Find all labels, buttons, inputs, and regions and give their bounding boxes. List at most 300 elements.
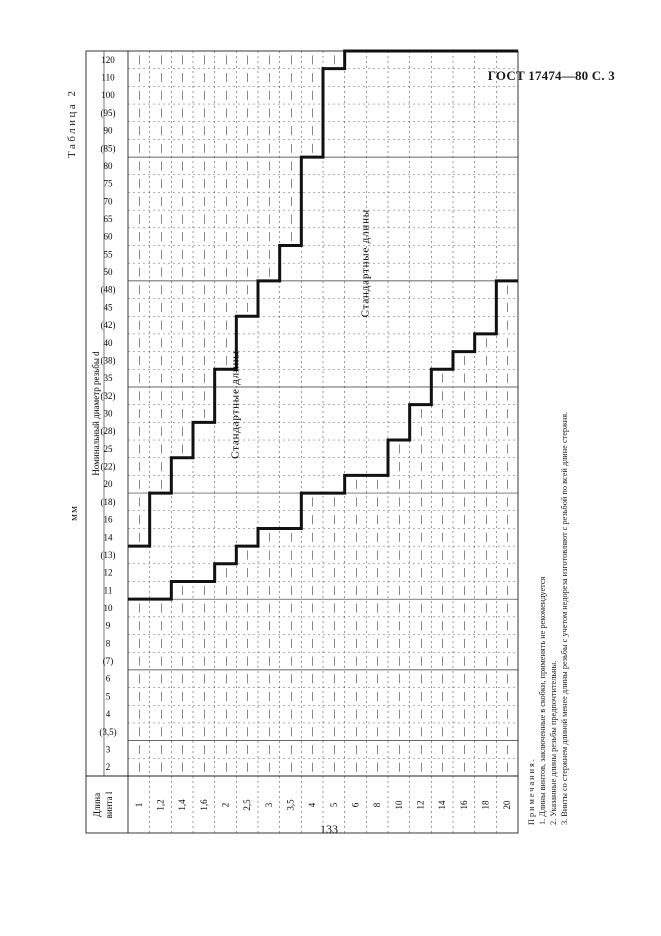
empty-cell-dash: — xyxy=(307,709,318,719)
empty-cell-dash: — xyxy=(242,621,253,631)
empty-cell-dash: — xyxy=(263,621,274,631)
empty-cell-dash: — xyxy=(437,568,448,578)
diameter-label: 18 xyxy=(480,800,491,810)
empty-cell-dash: — xyxy=(372,638,383,648)
empty-cell-dash: — xyxy=(155,444,166,454)
page-number: 133 xyxy=(320,822,338,836)
empty-cell-dash: — xyxy=(177,638,188,648)
length-label: 4 xyxy=(105,709,111,720)
diameter-label: 2,5 xyxy=(242,799,253,811)
empty-cell-dash: — xyxy=(480,462,491,472)
length-label: (18) xyxy=(100,496,116,507)
empty-cell-dash: — xyxy=(133,196,144,206)
empty-cell-dash: — xyxy=(372,550,383,560)
empty-cell-dash: — xyxy=(307,90,318,100)
empty-cell-dash: — xyxy=(220,727,231,737)
empty-cell-dash: — xyxy=(307,691,318,701)
length-label: 9 xyxy=(105,620,111,631)
empty-cell-dash: — xyxy=(393,674,404,684)
length-label: 5 xyxy=(105,691,111,702)
empty-cell-dash: — xyxy=(350,497,361,507)
empty-cell-dash: — xyxy=(133,691,144,701)
empty-cell-dash: — xyxy=(437,585,448,595)
diameter-label: 3 xyxy=(263,802,274,808)
empty-cell-dash: — xyxy=(220,691,231,701)
empty-cell-dash: — xyxy=(220,656,231,666)
length-label: 120 xyxy=(101,54,115,65)
empty-cell-dash: — xyxy=(220,762,231,772)
empty-cell-dash: — xyxy=(393,585,404,595)
empty-cell-dash: — xyxy=(177,391,188,401)
empty-cell-dash: — xyxy=(155,196,166,206)
empty-cell-dash: — xyxy=(502,691,513,701)
empty-cell-dash: — xyxy=(285,674,296,684)
empty-cell-dash: — xyxy=(393,744,404,754)
empty-cell-dash: — xyxy=(480,355,491,365)
empty-cell-dash: — xyxy=(458,638,469,648)
empty-cell-dash: — xyxy=(415,621,426,631)
empty-cell-dash: — xyxy=(177,179,188,189)
empty-cell-dash: — xyxy=(263,249,274,259)
empty-cell-dash: — xyxy=(393,621,404,631)
empty-cell-dash: — xyxy=(307,550,318,560)
empty-cell-dash: — xyxy=(220,108,231,118)
empty-cell-dash: — xyxy=(415,744,426,754)
diameter-label: 16 xyxy=(458,800,469,810)
length-label: 60 xyxy=(103,231,113,242)
empty-cell-dash: — xyxy=(393,762,404,772)
empty-cell-dash: — xyxy=(242,126,253,136)
empty-cell-dash: — xyxy=(437,656,448,666)
empty-cell-dash: — xyxy=(285,744,296,754)
empty-cell-dash: — xyxy=(242,214,253,224)
empty-cell-dash: — xyxy=(328,568,339,578)
empty-cell-dash: — xyxy=(198,727,209,737)
empty-cell-dash: — xyxy=(285,108,296,118)
empty-cell-dash: — xyxy=(220,73,231,83)
empty-cell-dash: — xyxy=(372,762,383,772)
empty-cell-dash: — xyxy=(350,656,361,666)
empty-cell-dash: — xyxy=(133,179,144,189)
empty-cell-dash: — xyxy=(133,285,144,295)
empty-cell-dash: — xyxy=(458,532,469,542)
empty-cell-dash: — xyxy=(328,585,339,595)
empty-cell-dash: — xyxy=(393,462,404,472)
empty-cell-dash: — xyxy=(480,391,491,401)
empty-cell-dash: — xyxy=(502,462,513,472)
empty-cell-dash: — xyxy=(502,479,513,489)
empty-cell-dash: — xyxy=(350,568,361,578)
empty-cell-dash: — xyxy=(458,462,469,472)
empty-cell-dash: — xyxy=(415,691,426,701)
empty-cell-dash: — xyxy=(177,621,188,631)
diameter-label: 5 xyxy=(328,802,339,808)
empty-cell-dash: — xyxy=(198,656,209,666)
empty-cell-dash: — xyxy=(155,355,166,365)
length-label: 3 xyxy=(105,744,111,755)
page-header: ГОСТ 17474—80 С. 3 xyxy=(487,68,615,83)
empty-cell-dash: — xyxy=(350,674,361,684)
empty-cell-dash: — xyxy=(242,285,253,295)
empty-cell-dash: — xyxy=(198,320,209,330)
empty-cell-dash: — xyxy=(328,603,339,613)
empty-cell-dash: — xyxy=(177,762,188,772)
empty-cell-dash: — xyxy=(285,638,296,648)
empty-cell-dash: — xyxy=(242,55,253,65)
length-label: 10 xyxy=(103,603,113,614)
empty-cell-dash: — xyxy=(242,196,253,206)
empty-cell-dash: — xyxy=(285,179,296,189)
empty-cell-dash: — xyxy=(285,126,296,136)
empty-cell-dash: — xyxy=(307,674,318,684)
empty-cell-dash: — xyxy=(242,161,253,171)
empty-cell-dash: — xyxy=(415,674,426,684)
empty-cell-dash: — xyxy=(133,515,144,525)
notes-title: Примечания. xyxy=(527,757,536,825)
empty-cell-dash: — xyxy=(155,90,166,100)
empty-cell-dash: — xyxy=(177,727,188,737)
length-label: 12 xyxy=(103,567,113,578)
empty-cell-dash: — xyxy=(177,444,188,454)
empty-cell-dash: — xyxy=(480,515,491,525)
length-label: 100 xyxy=(101,90,115,101)
empty-cell-dash: — xyxy=(458,409,469,418)
empty-cell-dash: — xyxy=(155,621,166,631)
empty-cell-dash: — xyxy=(220,674,231,684)
empty-cell-dash: — xyxy=(263,727,274,737)
empty-cell-dash: — xyxy=(220,585,231,595)
empty-cell-dash: — xyxy=(133,709,144,719)
empty-cell-dash: — xyxy=(198,302,209,312)
note-3: 3. Винты со стержнем длиной менее длины резьбы с учетом недореза изготовляют с резьбой по всей длине стержня. xyxy=(560,411,569,825)
empty-cell-dash: — xyxy=(328,550,339,560)
empty-cell-dash: — xyxy=(263,656,274,666)
empty-cell-dash: — xyxy=(220,249,231,259)
empty-cell-dash: — xyxy=(263,108,274,118)
empty-cell-dash: — xyxy=(198,249,209,259)
empty-cell-dash: — xyxy=(198,338,209,348)
empty-cell-dash: — xyxy=(263,267,274,277)
empty-cell-dash: — xyxy=(458,691,469,701)
empty-cell-dash: — xyxy=(307,638,318,648)
empty-cell-dash: — xyxy=(458,621,469,631)
empty-cell-dash: — xyxy=(458,479,469,489)
empty-cell-dash: — xyxy=(480,585,491,595)
empty-cell-dash: — xyxy=(133,267,144,277)
empty-cell-dash: — xyxy=(198,691,209,701)
empty-cell-dash: — xyxy=(198,744,209,754)
empty-cell-dash: — xyxy=(502,638,513,648)
empty-cell-dash: — xyxy=(328,709,339,719)
empty-cell-dash: — xyxy=(307,744,318,754)
empty-cell-dash: — xyxy=(242,585,253,595)
empty-cell-dash: — xyxy=(177,196,188,206)
empty-cell-dash: — xyxy=(480,727,491,737)
length-label: (38) xyxy=(100,355,116,366)
empty-cell-dash: — xyxy=(415,426,426,436)
empty-cell-dash: — xyxy=(177,73,188,83)
empty-cell-dash: — xyxy=(133,338,144,348)
length-header-line2: винта l xyxy=(104,791,114,819)
empty-cell-dash: — xyxy=(242,232,253,242)
diameter-header: Номинальный диаметр резьбы d xyxy=(91,351,101,476)
length-label: (32) xyxy=(100,390,116,401)
empty-cell-dash: — xyxy=(350,621,361,631)
length-label: 50 xyxy=(103,267,113,278)
empty-cell-dash: — xyxy=(415,603,426,613)
empty-cell-dash: — xyxy=(285,532,296,542)
empty-cell-dash: — xyxy=(393,709,404,719)
empty-cell-dash: — xyxy=(155,232,166,242)
empty-cell-dash: — xyxy=(437,444,448,454)
empty-cell-dash: — xyxy=(155,373,166,383)
diameter-label: 1,4 xyxy=(177,799,188,811)
empty-cell-dash: — xyxy=(307,762,318,772)
empty-cell-dash: — xyxy=(415,585,426,595)
empty-cell-dash: — xyxy=(263,532,274,542)
empty-cell-dash: — xyxy=(502,373,513,383)
empty-cell-dash: — xyxy=(155,108,166,118)
empty-cell-dash: — xyxy=(437,532,448,542)
empty-cell-dash: — xyxy=(220,179,231,189)
empty-cell-dash: — xyxy=(480,568,491,578)
empty-cell-dash: — xyxy=(133,497,144,507)
standard-lengths-label-2: Стандартные длины xyxy=(359,209,372,318)
empty-cell-dash: — xyxy=(393,444,404,454)
empty-cell-dash: — xyxy=(177,302,188,312)
empty-cell-dash: — xyxy=(133,532,144,542)
length-label: 8 xyxy=(105,638,111,649)
empty-cell-dash: — xyxy=(263,90,274,100)
empty-cell-dash: — xyxy=(285,73,296,83)
empty-cell-dash: — xyxy=(263,55,274,65)
empty-cell-dash: — xyxy=(155,727,166,737)
empty-cell-dash: — xyxy=(177,603,188,613)
empty-cell-dash: — xyxy=(242,179,253,189)
empty-cell-dash: — xyxy=(220,90,231,100)
empty-cell-dash: — xyxy=(242,302,253,312)
empty-cell-dash: — xyxy=(220,709,231,719)
empty-cell-dash: — xyxy=(285,90,296,100)
empty-cell-dash: — xyxy=(155,656,166,666)
empty-cell-dash: — xyxy=(155,409,166,418)
length-label: 6 xyxy=(105,673,111,684)
empty-cell-dash: — xyxy=(220,143,231,153)
empty-cell-dash: — xyxy=(198,108,209,118)
empty-cell-dash: — xyxy=(177,267,188,277)
empty-cell-dash: — xyxy=(263,691,274,701)
empty-cell-dash: — xyxy=(242,727,253,737)
empty-cell-dash: — xyxy=(220,161,231,171)
empty-cell-dash: — xyxy=(372,656,383,666)
empty-cell-dash: — xyxy=(198,762,209,772)
empty-cell-dash: — xyxy=(350,532,361,542)
empty-cell-dash: — xyxy=(307,532,318,542)
empty-cell-dash: — xyxy=(437,391,448,401)
length-label: 70 xyxy=(103,196,113,207)
empty-cell-dash: — xyxy=(133,656,144,666)
empty-cell-dash: — xyxy=(502,338,513,348)
note-1: 1. Длины винтов, заключенные в скобки, применять не рекомендуется xyxy=(538,576,547,825)
empty-cell-dash: — xyxy=(198,196,209,206)
empty-cell-dash: — xyxy=(177,744,188,754)
empty-cell-dash: — xyxy=(393,497,404,507)
length-label: 55 xyxy=(103,249,113,260)
empty-cell-dash: — xyxy=(393,603,404,613)
length-label: 40 xyxy=(103,337,113,348)
empty-cell-dash: — xyxy=(177,108,188,118)
empty-cell-dash: — xyxy=(263,709,274,719)
empty-cell-dash: — xyxy=(285,232,296,242)
empty-cell-dash: — xyxy=(350,638,361,648)
empty-cell-dash: — xyxy=(242,603,253,613)
empty-cell-dash: — xyxy=(437,409,448,418)
empty-cell-dash: — xyxy=(480,497,491,507)
empty-cell-dash: — xyxy=(177,285,188,295)
empty-cell-dash: — xyxy=(155,214,166,224)
empty-cell-dash: — xyxy=(285,691,296,701)
empty-cell-dash: — xyxy=(198,73,209,83)
empty-cell-dash: — xyxy=(372,744,383,754)
empty-cell-dash: — xyxy=(328,515,339,525)
empty-cell-dash: — xyxy=(133,73,144,83)
empty-cell-dash: — xyxy=(502,621,513,631)
empty-cell-dash: — xyxy=(350,744,361,754)
empty-cell-dash: — xyxy=(155,762,166,772)
empty-cell-dash: — xyxy=(263,762,274,772)
empty-cell-dash: — xyxy=(133,126,144,136)
empty-cell-dash: — xyxy=(307,73,318,83)
empty-cell-dash: — xyxy=(155,462,166,472)
empty-cell-dash: — xyxy=(198,355,209,365)
empty-cell-dash: — xyxy=(328,497,339,507)
empty-cell-dash: — xyxy=(307,656,318,666)
empty-cell-dash: — xyxy=(437,479,448,489)
empty-cell-dash: — xyxy=(198,126,209,136)
empty-cell-dash: — xyxy=(372,691,383,701)
empty-cell-dash: — xyxy=(133,355,144,365)
empty-cell-dash: — xyxy=(437,515,448,525)
empty-cell-dash: — xyxy=(350,762,361,772)
empty-cell-dash: — xyxy=(437,709,448,719)
diameter-label: 2 xyxy=(220,802,231,808)
length-label: 110 xyxy=(101,72,115,83)
empty-cell-dash: — xyxy=(285,709,296,719)
empty-cell-dash: — xyxy=(133,638,144,648)
empty-cell-dash: — xyxy=(285,55,296,65)
empty-cell-dash: — xyxy=(415,762,426,772)
empty-cell-dash: — xyxy=(263,73,274,83)
empty-cell-dash: — xyxy=(263,214,274,224)
empty-cell-dash: — xyxy=(155,603,166,613)
empty-cell-dash: — xyxy=(480,550,491,560)
empty-cell-dash: — xyxy=(220,214,231,224)
empty-cell-dash: — xyxy=(437,621,448,631)
diameter-label: 6 xyxy=(350,802,361,808)
empty-cell-dash: — xyxy=(133,302,144,312)
note-2: 2. Указанные длины резьбы предпочтительны. xyxy=(549,660,558,825)
empty-cell-dash: — xyxy=(198,603,209,613)
empty-cell-dash: — xyxy=(480,744,491,754)
empty-cell-dash: — xyxy=(328,656,339,666)
empty-cell-dash: — xyxy=(307,515,318,525)
empty-cell-dash: — xyxy=(133,621,144,631)
diameter-label: 1,6 xyxy=(198,799,209,811)
empty-cell-dash: — xyxy=(285,762,296,772)
empty-cell-dash: — xyxy=(155,479,166,489)
empty-cell-dash: — xyxy=(307,126,318,136)
empty-cell-dash: — xyxy=(372,479,383,489)
empty-cell-dash: — xyxy=(415,638,426,648)
empty-cell-dash: — xyxy=(242,267,253,277)
empty-cell-dash: — xyxy=(458,426,469,436)
empty-cell-dash: — xyxy=(133,55,144,65)
empty-cell-dash: — xyxy=(372,585,383,595)
empty-cell-dash: — xyxy=(502,444,513,454)
empty-cell-dash: — xyxy=(198,709,209,719)
empty-cell-dash: — xyxy=(458,391,469,401)
empty-cell-dash: — xyxy=(263,126,274,136)
empty-cell-dash: — xyxy=(133,462,144,472)
empty-cell-dash: — xyxy=(415,568,426,578)
length-label: 30 xyxy=(103,408,113,419)
empty-cell-dash: — xyxy=(133,479,144,489)
empty-cell-dash: — xyxy=(372,674,383,684)
empty-cell-dash: — xyxy=(502,426,513,436)
empty-cell-dash: — xyxy=(502,568,513,578)
empty-cell-dash: — xyxy=(415,656,426,666)
empty-cell-dash: — xyxy=(155,249,166,259)
empty-cell-dash: — xyxy=(285,214,296,224)
empty-cell-dash: — xyxy=(458,603,469,613)
empty-cell-dash: — xyxy=(437,638,448,648)
empty-cell-dash: — xyxy=(177,143,188,153)
empty-cell-dash: — xyxy=(285,727,296,737)
empty-cell-dash: — xyxy=(328,691,339,701)
empty-cell-dash: — xyxy=(502,515,513,525)
empty-cell-dash: — xyxy=(242,744,253,754)
length-label: (22) xyxy=(100,461,116,472)
empty-cell-dash: — xyxy=(133,409,144,418)
empty-cell-dash: — xyxy=(263,744,274,754)
empty-cell-dash: — xyxy=(177,426,188,436)
empty-cell-dash: — xyxy=(307,603,318,613)
empty-cell-dash: — xyxy=(458,568,469,578)
diameter-label: 8 xyxy=(372,802,383,808)
length-label: 16 xyxy=(103,514,113,525)
empty-cell-dash: — xyxy=(198,285,209,295)
empty-cell-dash: — xyxy=(437,550,448,560)
empty-cell-dash: — xyxy=(242,143,253,153)
empty-cell-dash: — xyxy=(502,727,513,737)
empty-cell-dash: — xyxy=(328,744,339,754)
empty-cell-dash: — xyxy=(220,744,231,754)
empty-cell-dash: — xyxy=(155,143,166,153)
empty-cell-dash: — xyxy=(328,55,339,65)
empty-cell-dash: — xyxy=(307,497,318,507)
empty-cell-dash: — xyxy=(393,691,404,701)
empty-cell-dash: — xyxy=(502,674,513,684)
length-label: 25 xyxy=(103,443,113,454)
empty-cell-dash: — xyxy=(155,55,166,65)
empty-cell-dash: — xyxy=(242,568,253,578)
empty-cell-dash: — xyxy=(458,674,469,684)
length-label: 2 xyxy=(105,762,111,773)
empty-cell-dash: — xyxy=(437,497,448,507)
empty-cell-dash: — xyxy=(285,161,296,171)
empty-cell-dash: — xyxy=(372,709,383,719)
empty-cell-dash: — xyxy=(502,532,513,542)
